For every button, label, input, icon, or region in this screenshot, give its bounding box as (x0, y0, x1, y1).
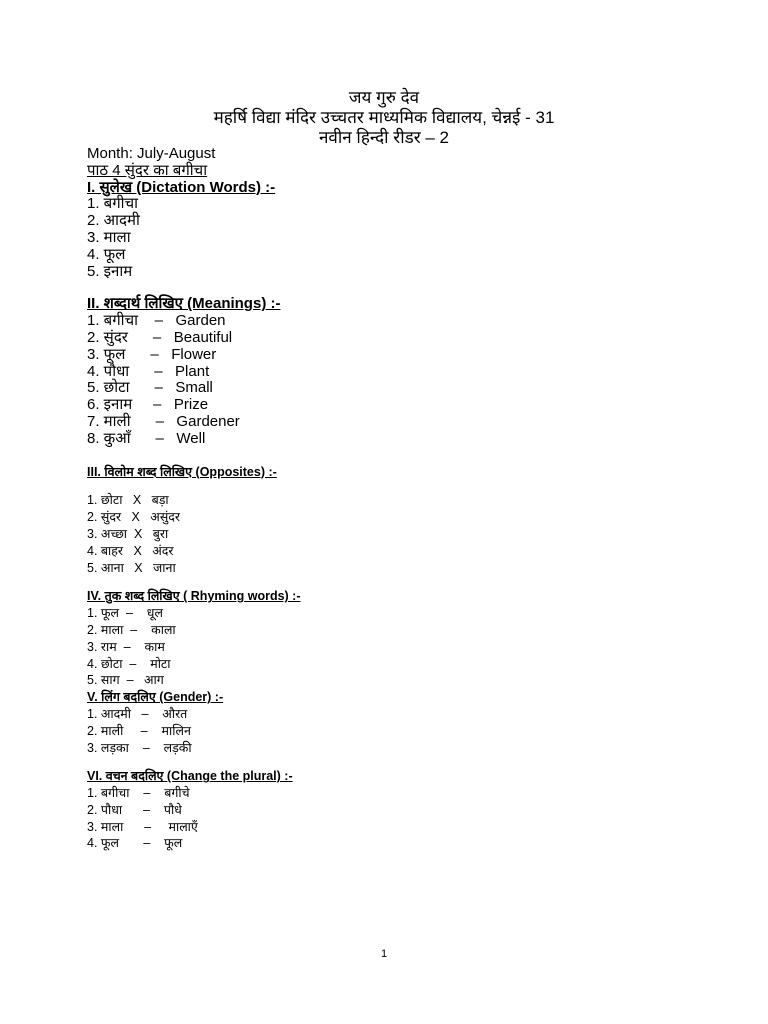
list-item: 5. छोटा – Small (87, 379, 213, 397)
list-item: 2. सुंदर – Beautiful (87, 328, 233, 346)
list-item: 4. छोटा – मोटा (87, 656, 171, 671)
section-title-dictation: I. सुलेख (Dictation Words) :- (87, 178, 276, 196)
spacer (87, 448, 687, 464)
list-item: 1. छोटा X बड़ा (87, 493, 169, 508)
list-item: 3. अच्छा X बुरा (87, 526, 169, 541)
lesson-title: पाठ 4 सुंदर का बगीचा (87, 161, 208, 179)
list-item: 4. बाहर X अंदर (87, 543, 174, 558)
list-item: 6. इनाम – Prize (87, 396, 209, 414)
list-item: 2. आदमी (87, 212, 140, 230)
list-item: 3. फूल – Flower (87, 345, 217, 363)
section-title-plural: VI. वचन बदलिए (Change the plural) :- (87, 769, 293, 784)
worksheet-content (87, 146, 687, 852)
spacer (87, 756, 687, 768)
list-item: 3. माला (87, 228, 131, 246)
list-item: 2. पौधा – पौधे (87, 802, 182, 817)
section-title-meanings: II. शब्दार्थ लिखिए (Meanings) :- (87, 295, 281, 313)
list-item: 1. फूल – धूल (87, 606, 163, 621)
month-label: Month: July-August (87, 145, 216, 162)
section-title-rhyming: IV. तुक शब्द लिखिए ( Rhyming words) :- (87, 589, 301, 604)
section-title-gender: V. लिंग बदलिए (Gender) :- (87, 690, 224, 705)
spacer (87, 280, 687, 296)
list-item: 3. राम – काम (87, 639, 165, 654)
school-motto: जय गुरु देव (348, 88, 420, 107)
list-item: 4. फूल (87, 245, 126, 263)
spacer (87, 576, 687, 588)
section-title-opposites: III. विलोम शब्द लिखिए (Opposites) :- (87, 464, 277, 479)
list-item: 8. कुआँ – Well (87, 429, 206, 447)
list-item: 5. साग – आग (87, 673, 164, 688)
list-item: 5. आना X जाना (87, 560, 176, 575)
list-item: 3. लड़का – लड़की (87, 740, 192, 755)
list-item: 2. सुंदर X असुंदर (87, 510, 181, 525)
list-item: 1. बगीचा (87, 195, 138, 213)
list-item: 3. माला – मालाएँ (87, 819, 198, 834)
list-item: 4. पौधा – Plant (87, 362, 210, 380)
page-number: 1 (380, 948, 388, 960)
list-item: 2. माली – मालिन (87, 723, 191, 738)
list-item: 1. आदमी – औरत (87, 706, 188, 721)
school-name: महर्षि विद्या मंदिर उच्चतर माध्यमिक विद्यालय, चेन्नई - 31 (213, 108, 555, 127)
list-item: 1. बगीचा – बगीचे (87, 786, 190, 801)
book-title: नवीन हिन्दी रीडर – 2 (318, 128, 450, 147)
list-item: 1. बगीचा – Garden (87, 312, 226, 330)
list-item: 7. माली – Gardener (87, 412, 240, 430)
list-item: 5. इनाम (87, 262, 133, 280)
list-item: 2. माला – काला (87, 622, 176, 637)
list-item: 4. फूल – फूल (87, 836, 183, 851)
spacer (87, 480, 687, 492)
